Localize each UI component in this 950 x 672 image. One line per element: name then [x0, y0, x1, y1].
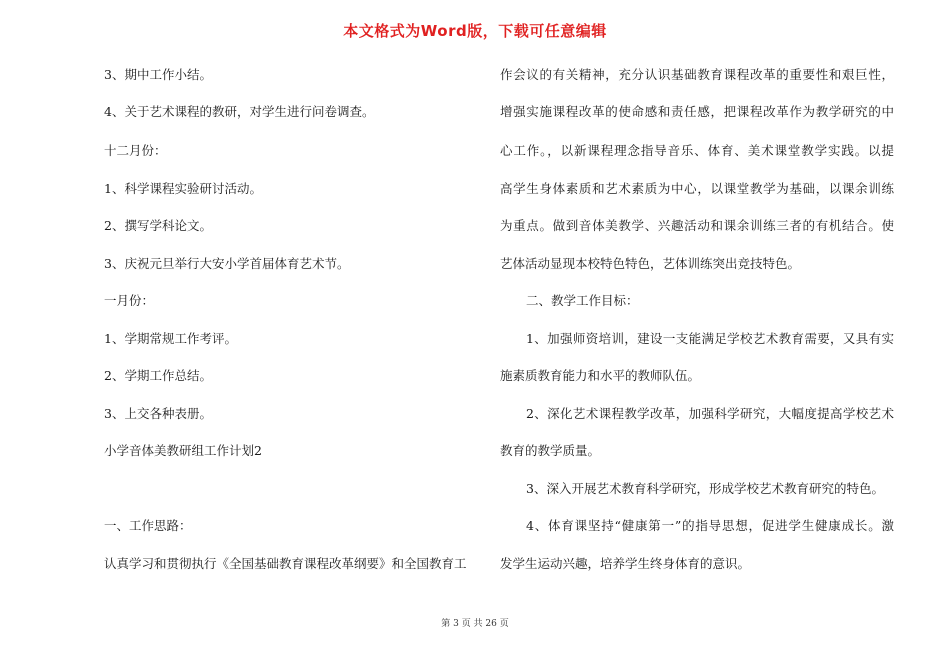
text-line: 高学生身体素质和艺术素质为中心，以课堂教学为基础，以课余训练	[500, 181, 894, 196]
text-line: 教育的教学质量。	[500, 443, 601, 458]
text-line: 3、上交各种表册。	[104, 406, 212, 421]
text-line: 增强实施课程改革的使命感和责任感，把课程改革作为教学研究的中	[500, 104, 894, 119]
text-line: 1、科学课程实验研讨活动。	[104, 181, 262, 196]
section-heading: 二、教学工作目标：	[526, 293, 639, 308]
text-line: 认真学习和贯彻执行《全国基础教育课程改革纲要》和全国教育工	[104, 556, 467, 571]
document-title: 小学音体美教研组工作计划2	[104, 443, 262, 458]
section-heading: 十二月份：	[104, 143, 167, 158]
text-line: 1、加强师资培训，建设一支能满足学校艺术教育需要，又具有实	[526, 331, 894, 346]
text-line: 2、学期工作总结。	[104, 368, 212, 383]
text-line: 2、深化艺术课程教学改革，加强科学研究，大幅度提高学校艺术	[526, 406, 894, 421]
text-line: 4、关于艺术课程的教研，对学生进行问卷调查。	[104, 104, 375, 119]
text-line: 3、期中工作小结。	[104, 67, 212, 82]
text-line: 2、撰写学科论文。	[104, 218, 212, 233]
text-line: 为重点。做到音体美教学、兴趣活动和课余训练三者的有机结合。使	[500, 218, 894, 233]
text-line: 1、学期常规工作考评。	[104, 331, 237, 346]
page-number: 第 3 页 共 26 页	[441, 619, 509, 629]
text-line: 施素质教育能力和水平的教师队伍。	[500, 368, 701, 383]
section-heading: 一、工作思路：	[104, 518, 192, 533]
text-line: 艺体活动显现本校特色特色，艺体训练突出竞技特色。	[500, 256, 801, 271]
text-line: 心工作。，以新课程理念指导音乐、体育、美术课堂教学实践。以提	[500, 143, 894, 158]
text-line: 3、庆祝元旦举行大安小学首届体育艺术节。	[104, 256, 350, 271]
text-line: 作会议的有关精神，充分认识基础教育课程改革的重要性和艰巨性，	[500, 67, 894, 82]
text-line: 4、体育课坚持“健康第一”的指导思想，促进学生健康成长。激	[526, 518, 894, 533]
text-line: 3、深入开展艺术教育科学研究，形成学校艺术教育研究的特色。	[526, 481, 884, 496]
section-heading: 一月份：	[104, 293, 155, 308]
text-line: 发学生运动兴趣，培养学生终身体育的意识。	[500, 556, 751, 571]
document-banner: 本文格式为Word版，下载可任意编辑	[343, 22, 607, 40]
